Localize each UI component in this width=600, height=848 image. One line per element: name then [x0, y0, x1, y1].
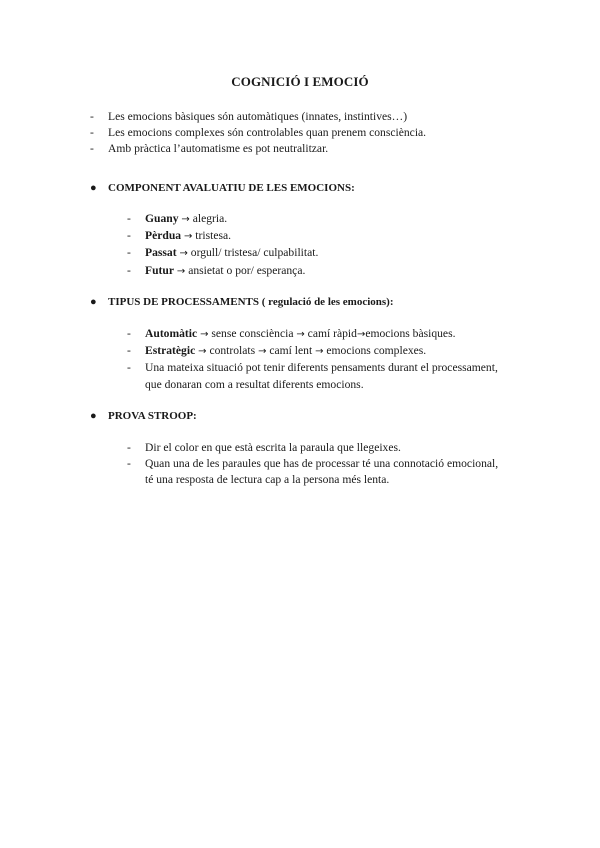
dash-marker: -	[127, 229, 131, 243]
term: Passat	[145, 246, 177, 260]
tipus-processaments-list	[127, 326, 505, 393]
dash-marker: -	[127, 344, 131, 358]
term-description: tristesa.	[195, 229, 232, 243]
component-avaluatiu-list	[127, 211, 505, 280]
list-item-text: Amb pràctica l’automatisme es pot neutralitzar.	[108, 142, 329, 156]
term: Pèrdua	[145, 229, 182, 243]
section-heading-component-avaluatiu	[90, 180, 355, 196]
dash-marker: -	[90, 110, 94, 123]
term: Estratègic	[145, 344, 196, 358]
list-item	[127, 211, 505, 228]
dash-marker: -	[127, 327, 131, 340]
list-item-text: Quan una de les paraules que has de processar té una connotació emocional, té una resposta de lectura cap a la persona més lenta.	[145, 457, 499, 487]
arrow-icon: →	[176, 265, 186, 277]
section-heading-prova-stroop	[90, 408, 197, 424]
dash-marker: -	[127, 457, 131, 471]
intro-list	[90, 109, 548, 158]
dash-marker: -	[127, 441, 131, 454]
arrow-icon: →	[356, 329, 366, 340]
list-item	[127, 440, 505, 456]
arrow-icon: →	[296, 329, 305, 340]
list-item-text: Les emocions complexes són controlables quan prenem consciència.	[108, 126, 427, 140]
term-part: camí lent	[269, 344, 313, 358]
arrow-icon: →	[315, 346, 324, 358]
dash-marker: -	[127, 246, 131, 260]
term-description: orgull/ tristesa/ culpabilitat.	[190, 246, 319, 260]
list-item	[90, 141, 548, 157]
term-part: controlats	[209, 344, 256, 358]
term-part: camí ràpid	[307, 327, 357, 340]
dash-marker: -	[127, 361, 131, 375]
arrow-icon: →	[179, 248, 188, 260]
list-item	[127, 326, 505, 343]
list-item	[127, 456, 505, 488]
dash-marker: -	[90, 142, 94, 156]
arrow-icon: →	[181, 214, 190, 225]
section-heading-text: TIPUS DE PROCESSAMENTS ( regulació de les emocions):	[108, 296, 394, 308]
dash-marker: -	[127, 212, 131, 225]
term-part: sense consciència	[211, 327, 294, 340]
arrow-icon: →	[258, 346, 267, 358]
bullet-icon: ●	[90, 410, 97, 422]
term-part: emocions bàsiques.	[365, 327, 456, 340]
list-item-text: Dir el color en que està escrita la paraula que llegeixes.	[145, 441, 401, 454]
arrow-icon: →	[198, 346, 207, 358]
arrow-icon: →	[200, 329, 209, 340]
bullet-icon: ●	[90, 296, 97, 308]
list-item-text: Les emocions bàsiques són automàtiques (innates, instintives…)	[108, 110, 408, 123]
section-heading-text: COMPONENT AVALUATIU DE LES EMOCIONS:	[108, 182, 355, 194]
term-description: ansietat o por/ esperança.	[188, 263, 306, 277]
term-description: alegria.	[192, 212, 228, 225]
list-item	[127, 245, 505, 262]
term: Guany	[145, 212, 179, 225]
list-item	[127, 263, 505, 280]
section-heading-tipus-processaments	[90, 294, 394, 310]
list-item	[127, 360, 505, 392]
term-part: emocions complexes.	[326, 344, 427, 358]
list-item	[127, 343, 505, 360]
term: Futur	[145, 263, 174, 277]
dash-marker: -	[127, 263, 131, 277]
list-item	[127, 228, 505, 245]
list-item	[90, 109, 548, 125]
arrow-icon: →	[183, 231, 193, 243]
term: Automàtic	[145, 327, 198, 340]
list-item-text: Una mateixa situació pot tenir diferents pensaments durant el processament, que donaran com a resultat diferents emocions.	[145, 361, 498, 391]
dash-marker: -	[90, 126, 94, 140]
bullet-icon: ●	[90, 182, 97, 194]
list-item	[90, 125, 548, 141]
prova-stroop-list	[127, 440, 505, 489]
section-heading-text: PROVA STROOP:	[108, 410, 197, 422]
page-title: COGNICIÓ I EMOCIÓ	[231, 74, 369, 89]
